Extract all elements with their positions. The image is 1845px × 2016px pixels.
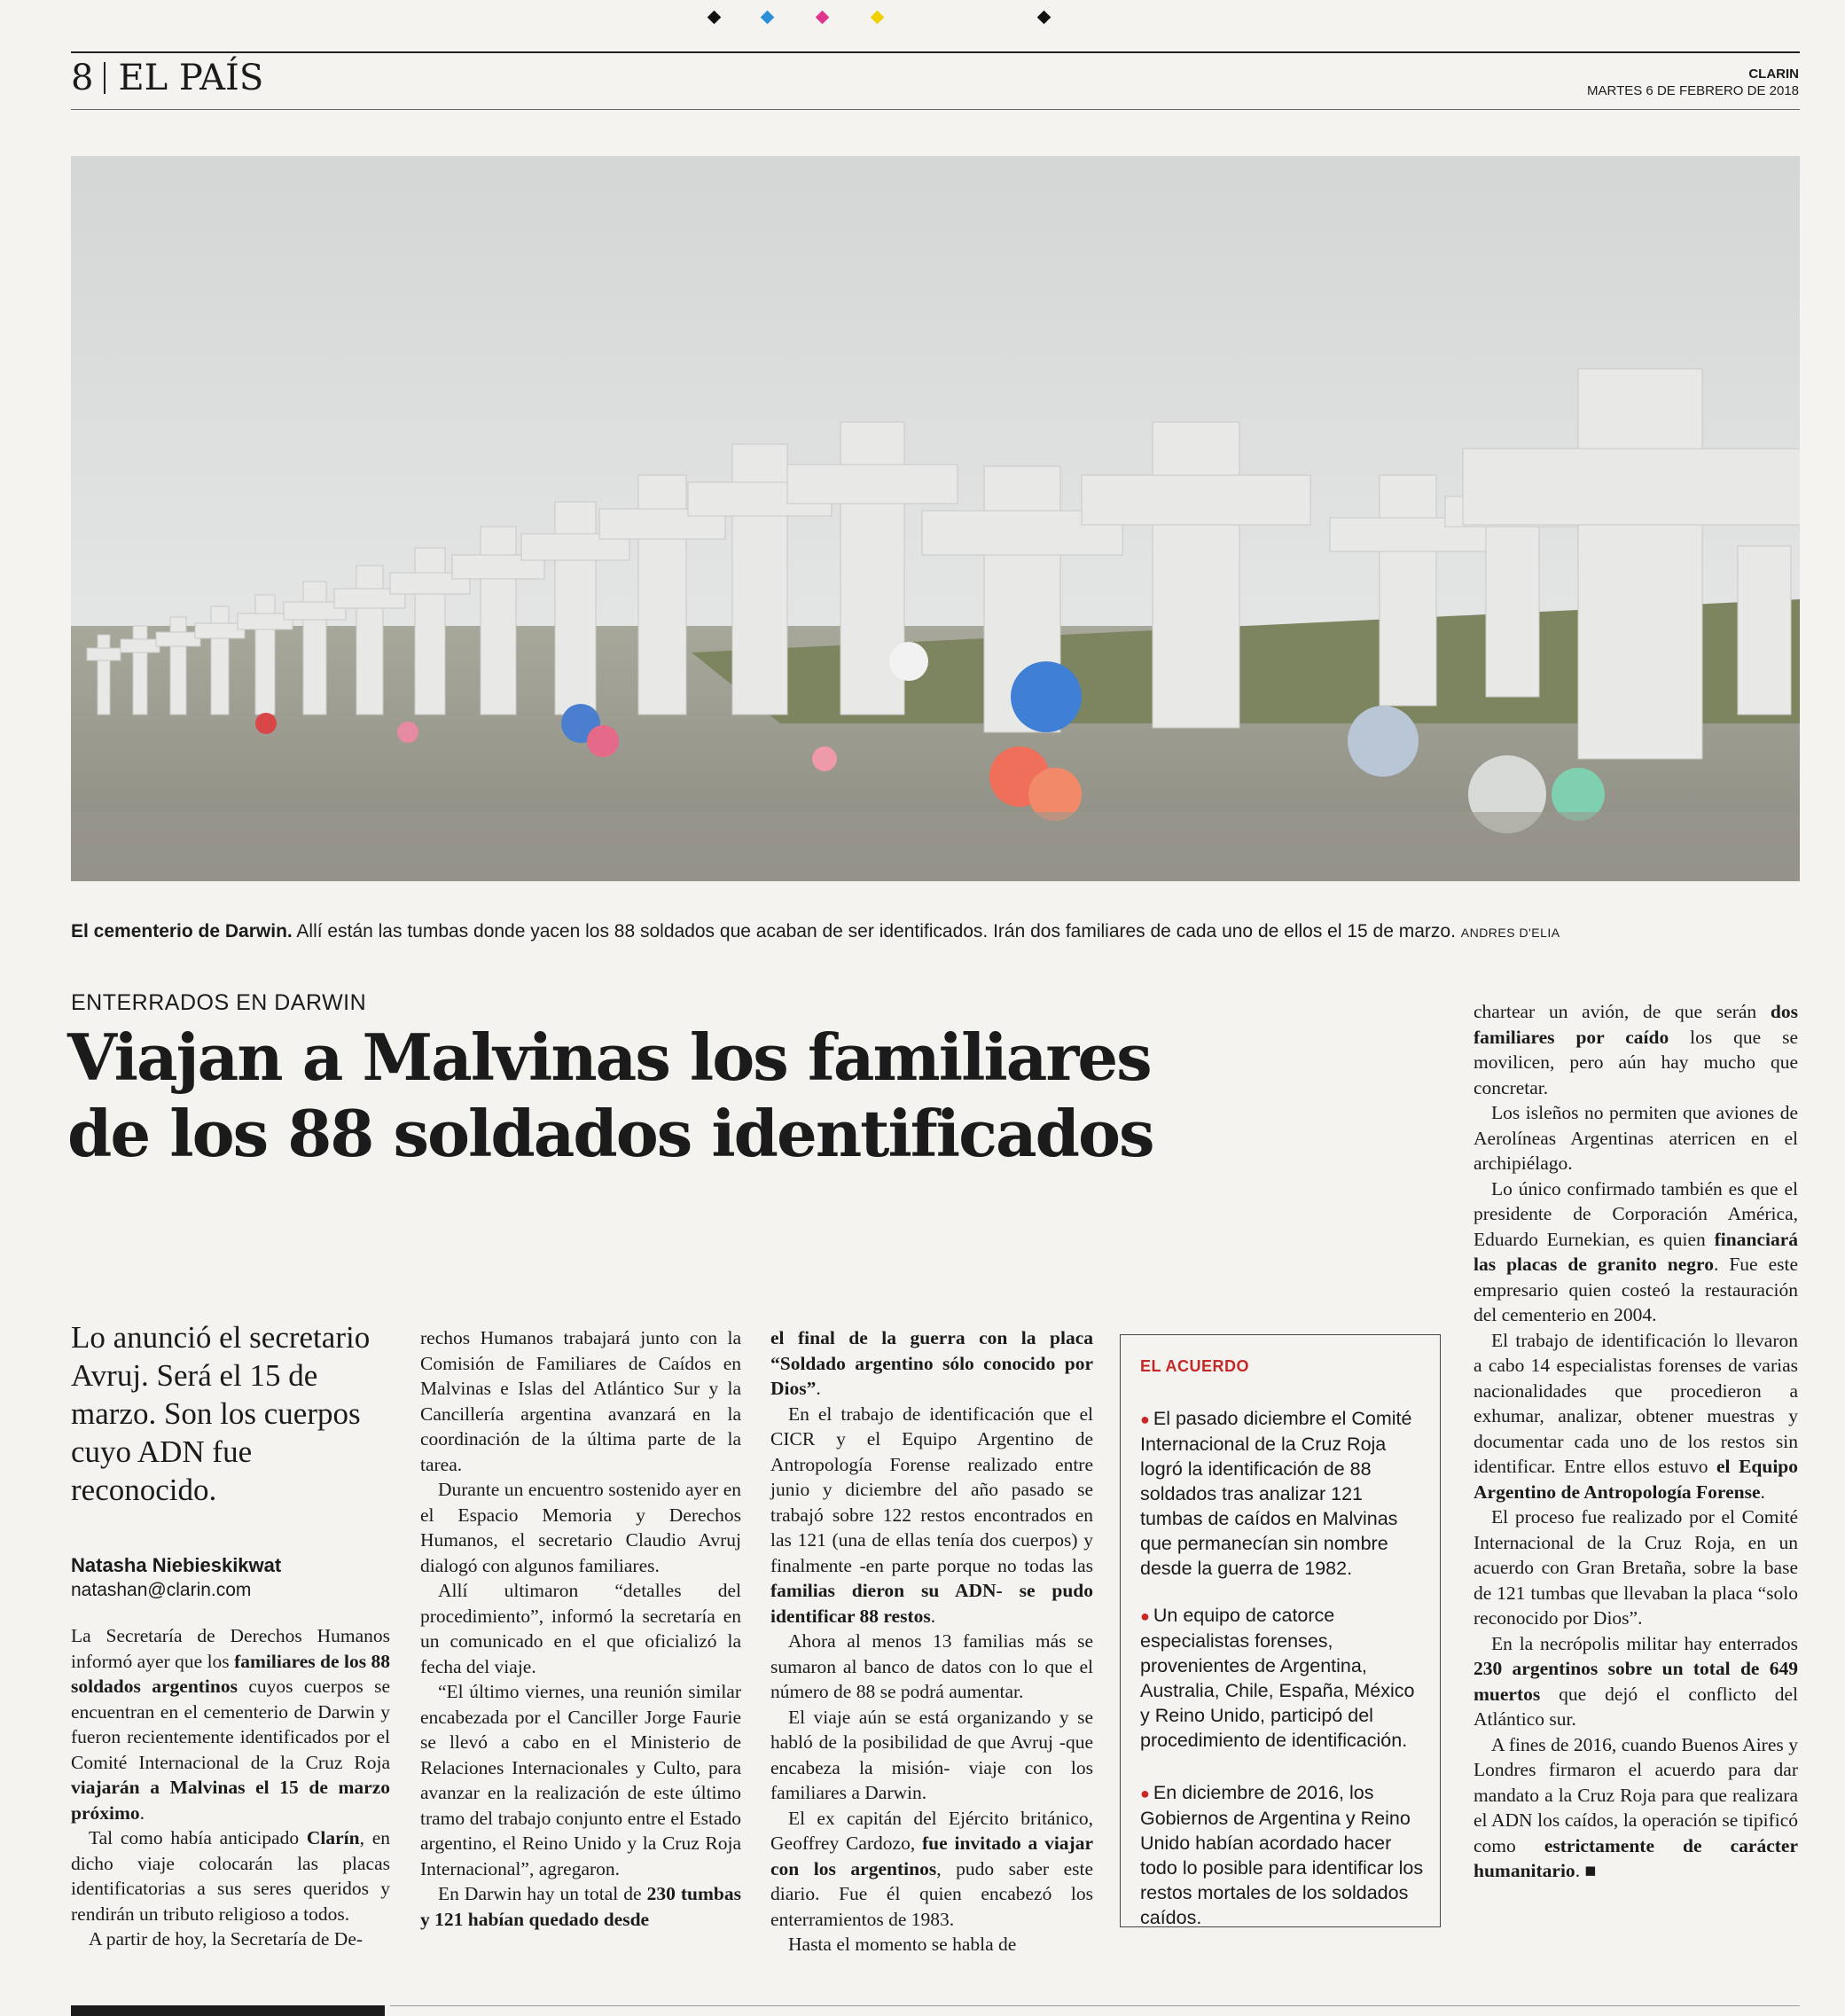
paragraph: A fines de 2016, cuando Buenos Aires y Londres firmaron el acuerdo para dar mandato a la Cruz Roja para que realizara el ADN los caídos, la operación se tipificó como estrictamente de carácter humanitario. ■ (1474, 1733, 1798, 1881)
bullet-icon: ● (1140, 1607, 1150, 1625)
paragraph: chartear un avión, de que serán dos familiares por caído los que se movilicen, pero aún hay mucho que concretar. (1474, 1001, 1798, 1098)
bullet-icon: ● (1140, 1410, 1150, 1428)
publication-info (1587, 66, 1799, 99)
body-column-1 (71, 1623, 390, 1952)
paragraph: Los isleños no permiten que aviones de Aerolíneas Argentinas aterricen en el archipiélago. (1474, 1102, 1798, 1174)
paragraph: La Secretaría de Derechos Humanos informó ayer que los familiares de los 88 soldados argentinos cuyos cuerpos se encuentran en el cementerio de Darwin y fueron recientemente identificados por el Comité Internacional de la Cruz Roja viajarán a Malvinas el 15 de marzo próximo. (71, 1625, 390, 1824)
paragraph: “El último viernes, una reunión similar encabezada por el Canciller Jorge Faurie se llevó a cabo en el Ministerio de Relaciones Internacionales y Culto, para avanzar en la realización de este último tramo del trabajo conjunto entre el Estado argentino, el Reino Unido y la Cruz Roja Internacional”, agregaron. (420, 1681, 741, 1879)
print-registration-marks (709, 9, 1055, 27)
paragraph: El ex capitán del Ejército británico, Geoffrey Cardozo, fue invitado a viajar con los argentinos, pudo saber este diario. Fue él quien encabezó los enterramientos de 1983. (770, 1807, 1094, 1930)
paragraph: Tal como había anticipado Clarín, en dicho viaje colocarán las placas identificatorias a sus seres queridos y rendirán un tributo religioso a todos. (71, 1827, 390, 1925)
body-column-5 (1474, 999, 1798, 1884)
publication-name: CLARIN (1748, 66, 1799, 82)
paragraph: En el trabajo de identificación que el CICR y el Equipo Argentino de Antropología Forense realizado entre junio y diciembre del año pasado se trabajó sobre 122 restos encontrados en las 121 (una de ellas tenía dos cuerpos) y finalmente -en parte porque no todas las familias dieron su ADN- se pudo identificar 88 restos. (770, 1403, 1093, 1627)
author-email: natashan@clarin.com (71, 1580, 252, 1600)
cemetery-photo (71, 156, 1800, 881)
deck: Lo anunció el secretario Avruj. Será el 15 de marzo. Son los cuerpos cuyo ADN fue reconocido. (71, 1320, 371, 1507)
header-separator (104, 62, 106, 94)
paragraph: Allí ultimaron “detalles del procedimiento”, informó la secretaría en un comunicado en el que oficializó la fecha del viaje. (420, 1580, 741, 1677)
paragraph: El viaje aún se está organizando y se habló de la posibilidad de que Avruj -que encabeza la misión- viaje con los familiares a Darwin. (770, 1706, 1093, 1803)
headline (67, 1020, 1468, 1172)
paragraph: el final de la guerra con la placa “Soldado argentino sólo conocido por Dios”. (770, 1327, 1093, 1399)
photo-caption (71, 920, 1809, 944)
photo-credit: ANDRES D'ELIA (1460, 926, 1560, 940)
headline-line-2: de los 88 soldados identificados (67, 1096, 1153, 1171)
sidebar-item: ● El pasado diciembre el Comité Internacional de la Cruz Roja logró la identificación de 88 soldados tras analizar 121 tumbas de caídos en Malvinas que permanecían sin nombre desde la guerra de 1982. (1140, 1408, 1412, 1579)
page-number: 8 (71, 58, 94, 98)
header-bottom-rule (71, 109, 1800, 110)
footer-rule (390, 2005, 1800, 2006)
paragraph: En la necrópolis militar hay enterrados 230 argentinos sobre un total de 649 muertos que dejó el conflicto del Atlántico sur. (1474, 1632, 1798, 1730)
header-top-rule (71, 51, 1800, 53)
footer-bar (71, 2005, 385, 2016)
paragraph: El trabajo de identificación lo llevaron a cabo 14 especialistas forenses de varias nacionalidades que procedieron a exhumar, analizar, obtener muestras y documentar cada uno de los restos sin identificar. Entre ellos estuvo el Equipo Argentino de Antropología Forense. (1474, 1329, 1799, 1503)
paragraph: Durante un encuentro sostenido ayer en el Espacio Memoria y Derechos Humanos, el secretario Claudio Avruj dialogó con algunos familiares. (420, 1479, 741, 1576)
paragraph: A partir de hoy, la Secretaría de De- (89, 1928, 364, 1950)
caption-lead: El cementerio de Darwin. (71, 921, 293, 942)
paragraph: Lo único confirmado también es que el presidente de Corporación América, Eduardo Eurnekian, es quien financiará las placas de granito negro. Fue este empresario quien costeó la restauración del cementerio en 2004. (1474, 1177, 1798, 1325)
paragraph: rechos Humanos trabajará junto con la Comisión de Familiares de Caídos en Malvinas e Islas del Atlántico Sur y la Cancillería argentina avanzará en la coordinación de la última parte de la tarea. (420, 1327, 741, 1475)
sidebar-title: EL ACUERDO (1140, 1357, 1250, 1375)
paragraph: Ahora al menos 13 familias más se sumaron al banco de datos con lo que el número de 88 se podrá aumentar. (770, 1630, 1093, 1702)
sidebar-item: ● En diciembre de 2016, los Gobiernos de Argentina y Reino Unido habían acordado hacer todo lo posible para identificar los restos mortales de los soldados caídos. (1140, 1782, 1424, 1928)
kicker: ENTERRADOS EN DARWIN (71, 990, 367, 1015)
paragraph: Hasta el momento se habla de (788, 1934, 1017, 1955)
author-name: Natasha Niebieskikwat (71, 1554, 282, 1576)
body-column-2 (420, 1325, 741, 1932)
body-column-3 (770, 1325, 1093, 1957)
paragraph: El proceso fue realizado por el Comité Internacional de la Cruz Roja, en un acuerdo con Gran Bretaña, sobre la base de 121 tumbas que llevaban la placa “solo reconocido por Dios”. (1474, 1506, 1798, 1629)
sidebar-item: ● Un equipo de catorce especialistas forenses, provenientes de Argentina, Australia, Chile, España, México y Reino Unido, participó del procedimiento de identificación. (1140, 1605, 1415, 1751)
headline-line-1: Viajan a Malvinas los familiares (67, 1020, 1151, 1095)
caption-text: Allí están las tumbas donde yacen los 88 soldados que acaban de ser identificados. Irán dos familiares de cada uno de ellos el 15 de marzo. (292, 921, 1456, 942)
sidebar-el-acuerdo (1120, 1334, 1441, 1927)
paragraph: En Darwin hay un total de 230 tumbas y 121 habían quedado desde (420, 1883, 741, 1930)
publication-date: MARTES 6 DE FEBRERO DE 2018 (1587, 83, 1799, 98)
bullet-icon: ● (1140, 1785, 1150, 1802)
page-header (71, 55, 263, 101)
section-name: EL PAÍS (118, 58, 264, 98)
